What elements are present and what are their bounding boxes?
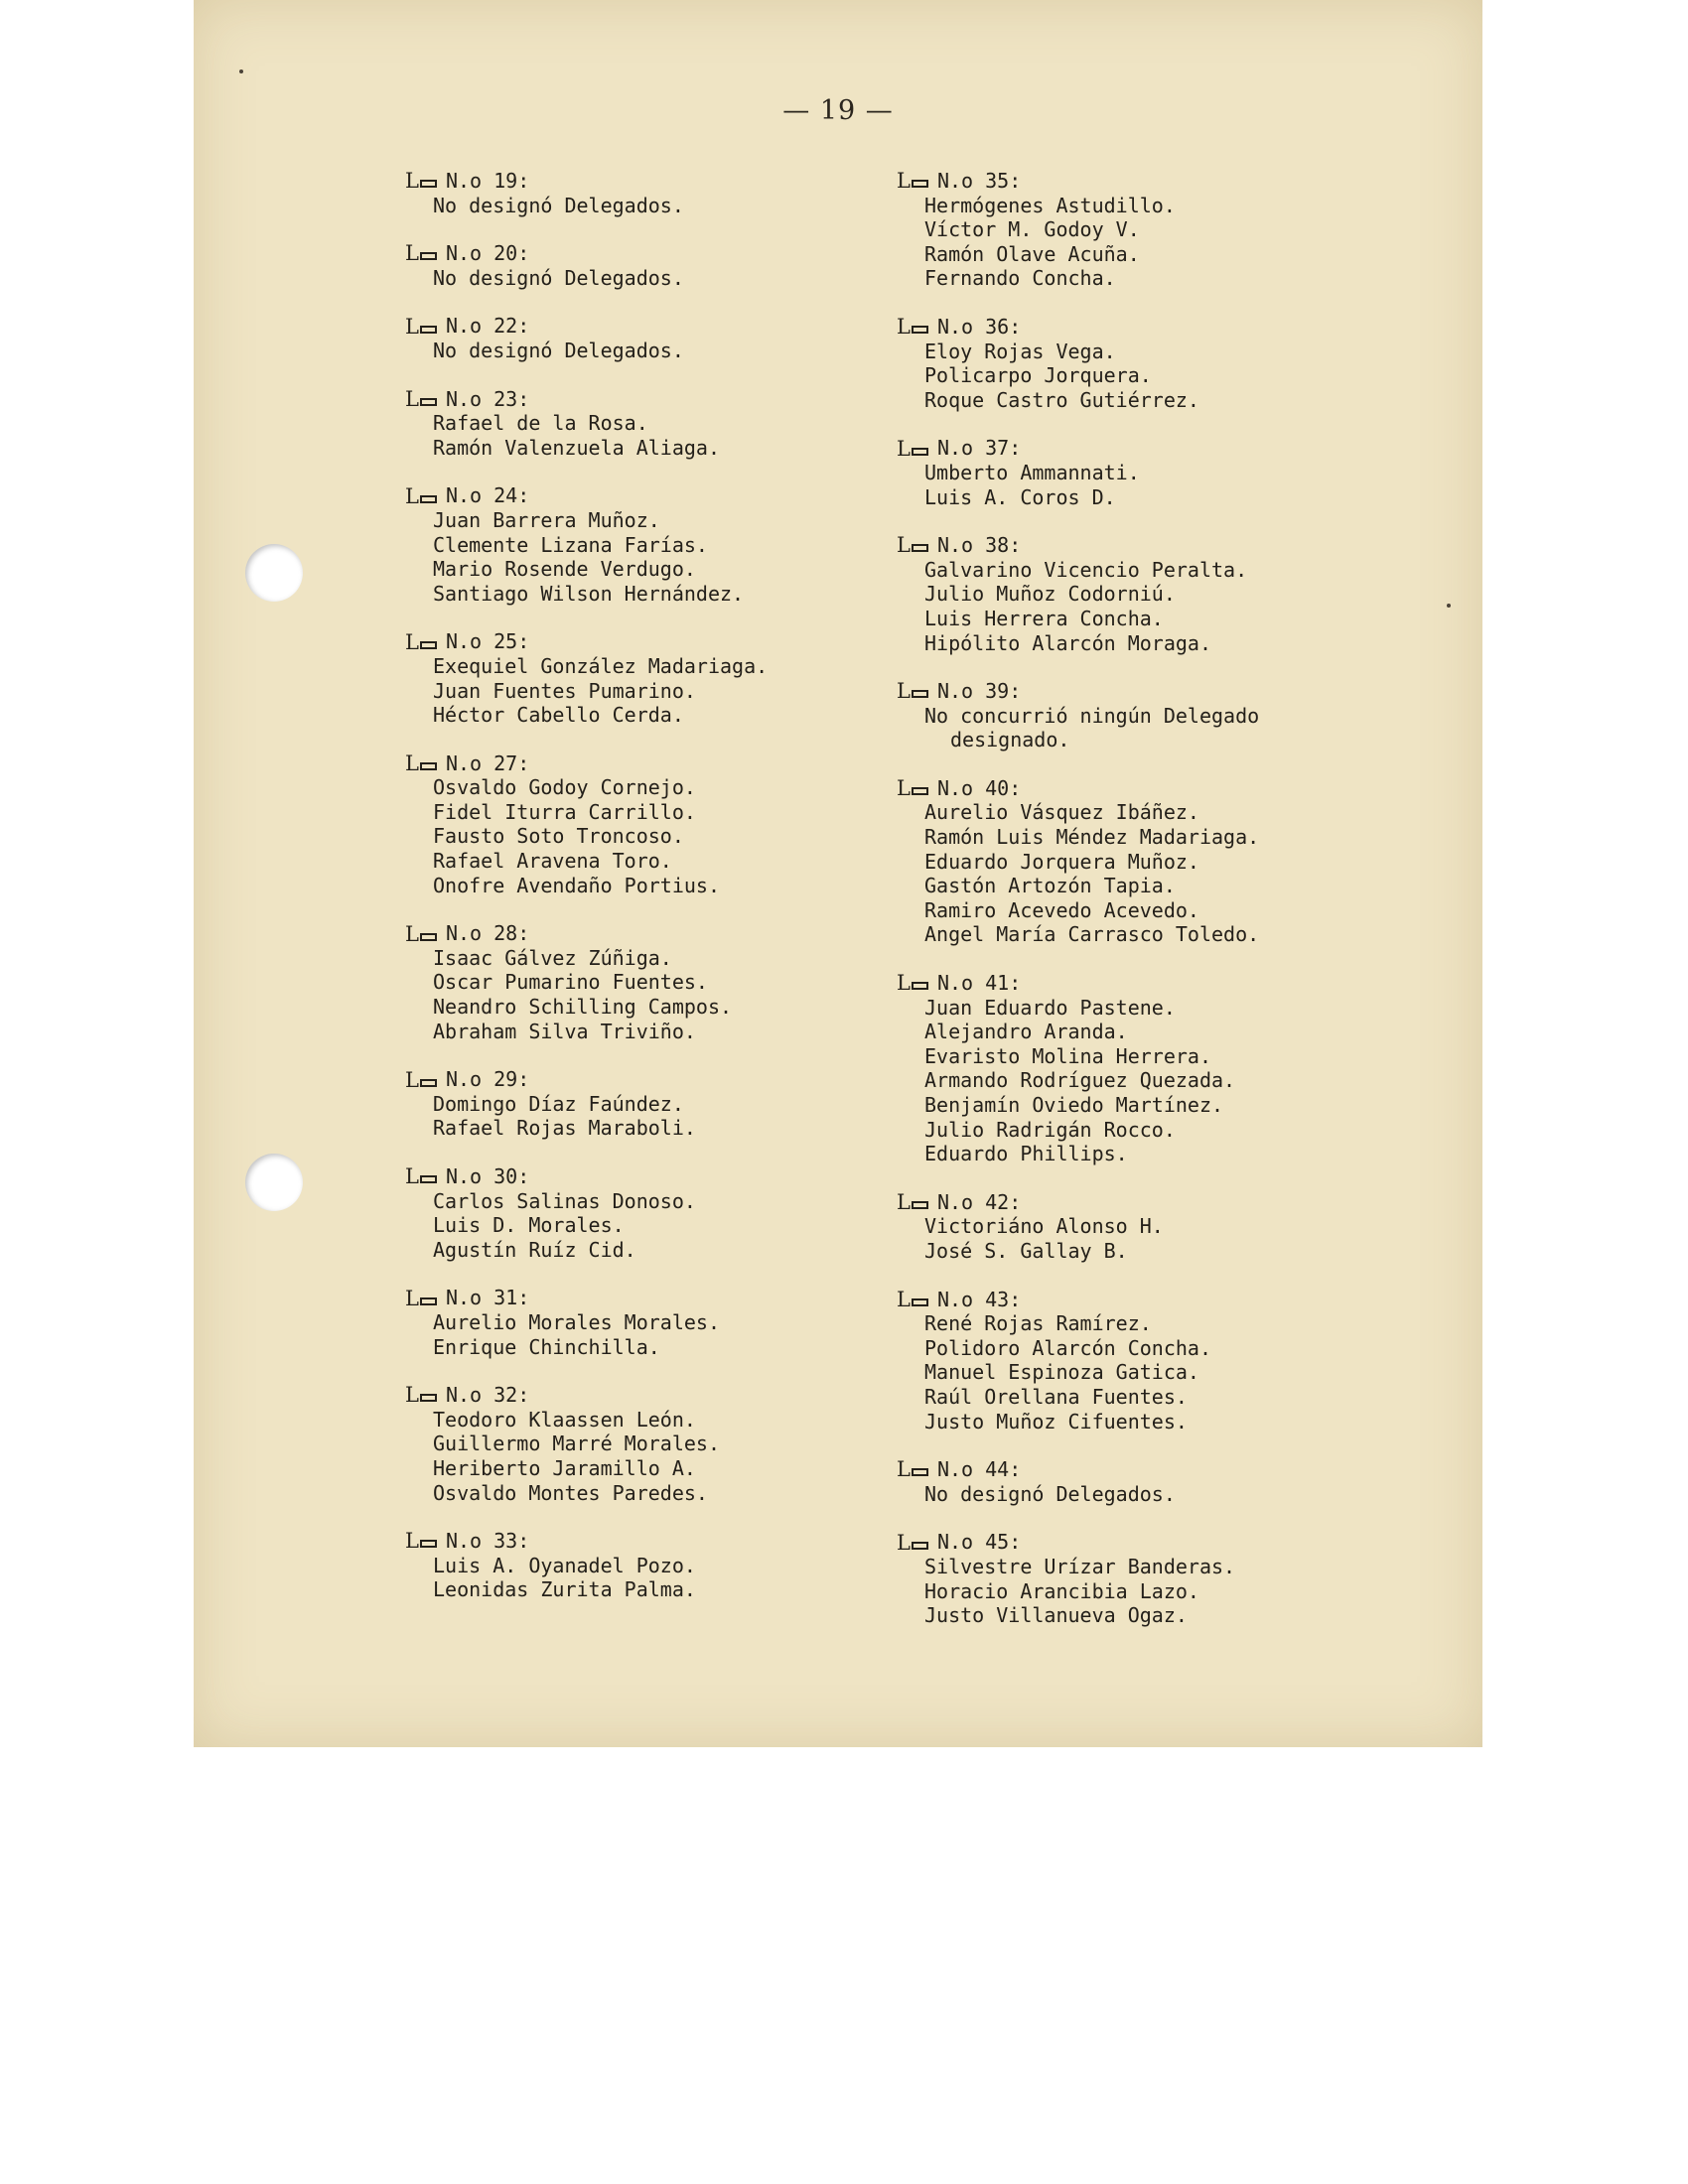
delegate-name: Eduardo Phillips. <box>924 1142 1128 1166</box>
delegate-name: Justo Villanueva Ogaz. <box>924 1603 1188 1628</box>
delegate-name: Fausto Soto Troncoso. <box>433 824 684 849</box>
lodge-entry <box>897 533 1482 655</box>
lodge-letter: L <box>405 314 419 339</box>
lodge-symbol-icon <box>897 679 928 703</box>
delegate-name: Ramón Valenzuela Aliaga. <box>433 435 720 460</box>
delegate-list <box>897 558 1482 655</box>
lodge-box-icon <box>420 252 437 260</box>
delegate-name: Roque Castro Gutiérrez. <box>924 387 1199 412</box>
lodge-symbol-icon <box>405 630 437 654</box>
lodge-box-icon <box>912 544 928 552</box>
delegate-name: Juan Fuentes Pumarino. <box>433 678 696 703</box>
delegate-name: Evaristo Molina Herrera. <box>924 1043 1211 1068</box>
lodge-entry <box>897 1190 1482 1264</box>
lodge-box-icon <box>912 690 928 698</box>
delegate-name: José S. Gallay B. <box>924 1238 1128 1263</box>
delegate-name: Umberto Ammannati. <box>924 460 1140 484</box>
delegate-name: Osvaldo Montes Paredes. <box>433 1480 708 1505</box>
delegate-name: Leonidas Zurita Palma. <box>433 1577 696 1602</box>
lodge-entry <box>405 1383 961 1505</box>
lodge-letter: L <box>897 679 911 704</box>
delegate-name: Gastón Artozón Tapia. <box>924 874 1176 898</box>
delegate-name: Silvestre Urízar Banderas. <box>924 1554 1236 1578</box>
delegate-list <box>405 1310 961 1359</box>
lodge-number: N.o 45: <box>936 1530 1022 1555</box>
lodge-heading <box>405 483 961 508</box>
lodge-symbol-icon <box>897 315 928 339</box>
delegate-list <box>405 1408 961 1505</box>
delegate-name: Ramón Olave Acuña. <box>924 241 1140 266</box>
delegate-name: Manuel Espinoza Gatica. <box>924 1360 1199 1385</box>
delegate-name: Onofre Avendaño Portius. <box>433 873 720 897</box>
delegate-list <box>897 1482 1482 1507</box>
delegate-name: Fidel Iturra Carrillo. <box>433 799 696 824</box>
delegate-name: Policarpo Jorquera. <box>924 363 1152 388</box>
lodge-heading <box>405 1164 961 1189</box>
punch-hole-lower <box>245 1154 303 1211</box>
lodge-number: N.o 36: <box>936 314 1022 339</box>
lodge-box-icon <box>912 1542 928 1550</box>
lodge-box-icon <box>420 1540 437 1548</box>
lodge-entry <box>405 1164 961 1262</box>
lodge-letter: L <box>405 1286 419 1310</box>
delegate-name: Guillermo Marré Morales. <box>433 1432 720 1456</box>
lodge-symbol-icon <box>405 169 437 193</box>
lodge-letter: L <box>405 1529 419 1554</box>
delegate-list <box>405 1189 961 1263</box>
lodge-number: N.o 44: <box>936 1457 1022 1482</box>
delegate-name: No designó Delegados. <box>433 338 684 362</box>
delegate-name: Oscar Pumarino Fuentes. <box>433 970 708 995</box>
lodge-box-icon <box>912 982 928 990</box>
lodge-number: N.o 30: <box>445 1164 530 1188</box>
lodge-letter: L <box>897 1530 911 1555</box>
lodge-letter: L <box>897 776 911 801</box>
lodge-symbol-icon <box>405 484 437 508</box>
lodge-symbol-icon <box>405 1383 437 1407</box>
delegate-name: Aurelio Morales Morales. <box>433 1309 720 1334</box>
delegate-name: Osvaldo Godoy Cornejo. <box>433 775 696 800</box>
delegate-name: Luis A. Coros D. <box>924 484 1116 509</box>
lodge-number: N.o 43: <box>936 1287 1022 1311</box>
lodge-box-icon <box>420 180 437 188</box>
delegate-name: Ramiro Acevedo Acevedo. <box>924 897 1199 922</box>
delegate-name: Luis Herrera Concha. <box>924 606 1164 630</box>
delegate-name: Horacio Arancibia Lazo. <box>924 1578 1199 1603</box>
lodge-letter: L <box>897 1457 911 1482</box>
lodge-symbol-icon <box>405 1164 437 1188</box>
delegate-name: Justo Muñoz Cifuentes. <box>924 1409 1188 1433</box>
lodge-entry <box>897 679 1482 752</box>
lodge-box-icon <box>912 1468 928 1476</box>
lodge-entry <box>405 921 961 1043</box>
delegate-name: Victoriáno Alonso H. <box>924 1214 1164 1239</box>
lodge-box-icon <box>420 1394 437 1402</box>
lodge-entry <box>897 1457 1482 1506</box>
lodge-letter: L <box>897 533 911 558</box>
lodge-symbol-icon <box>897 1457 928 1481</box>
delegate-name: Luis A. Oyanadel Pozo. <box>433 1553 696 1577</box>
delegate-name: Galvarino Vicencio Peralta. <box>924 557 1248 582</box>
lodge-entry <box>405 1529 961 1602</box>
lodge-box-icon <box>912 1298 928 1306</box>
delegate-name: Eduardo Jorquera Muñoz. <box>924 849 1199 874</box>
delegate-name: Rafael Rojas Maraboli. <box>433 1116 696 1141</box>
lodge-box-icon <box>420 762 437 770</box>
lodge-heading <box>897 1190 1482 1215</box>
lodge-heading <box>405 1383 961 1408</box>
left-column <box>405 169 961 1626</box>
lodge-heading <box>897 436 1482 461</box>
lodge-box-icon <box>912 1201 928 1209</box>
delegate-list <box>897 461 1482 509</box>
punch-hole-upper <box>245 544 303 602</box>
lodge-heading <box>897 1288 1482 1312</box>
delegate-name: Juan Barrera Muñoz. <box>433 507 660 532</box>
delegate-name: René Rojas Ramírez. <box>924 1311 1152 1336</box>
lodge-entry <box>897 1288 1482 1434</box>
lodge-symbol-icon <box>897 1531 928 1555</box>
lodge-box-icon <box>912 180 928 188</box>
lodge-heading <box>405 921 961 946</box>
delegate-list <box>405 508 961 606</box>
delegate-list <box>897 1311 1482 1433</box>
lodge-letter: L <box>897 1190 911 1215</box>
delegate-name: Clemente Lizana Farías. <box>433 532 708 557</box>
lodge-number: N.o 39: <box>936 679 1022 704</box>
lodge-letter: L <box>405 1383 419 1408</box>
delegate-name: Héctor Cabello Cerda. <box>433 703 684 728</box>
delegate-name: Agustín Ruíz Cid. <box>433 1237 636 1262</box>
lodge-symbol-icon <box>897 169 928 193</box>
delegate-name: Julio Muñoz Codorniú. <box>924 582 1176 607</box>
lodge-number: N.o 31: <box>445 1286 530 1310</box>
delegate-list <box>897 194 1482 291</box>
lodge-heading <box>897 971 1482 996</box>
lodge-heading <box>897 1457 1482 1482</box>
lodge-heading <box>897 315 1482 340</box>
lodge-heading <box>897 533 1482 558</box>
delegate-name: No designó Delegados. <box>433 193 684 217</box>
delegate-name: No designó Delegados. <box>924 1481 1176 1506</box>
lodge-entry <box>405 314 961 362</box>
delegate-list <box>405 946 961 1043</box>
lodge-entry <box>897 436 1482 509</box>
lodge-symbol-icon <box>405 1287 437 1310</box>
delegate-list <box>405 266 961 291</box>
delegate-name: Angel María Carrasco Toledo. <box>924 922 1260 947</box>
lodge-box-icon <box>420 1175 437 1183</box>
delegate-list <box>405 1554 961 1602</box>
delegate-name: Rafael de la Rosa. <box>433 411 648 436</box>
lodge-symbol-icon <box>897 776 928 800</box>
delegate-list <box>897 1214 1482 1263</box>
delegate-name: Luis D. Morales. <box>433 1213 625 1238</box>
paper-speck <box>239 69 243 73</box>
lodge-number: N.o 41: <box>936 971 1022 996</box>
lodge-heading <box>897 1530 1482 1555</box>
delegate-list <box>897 996 1482 1166</box>
lodge-box-icon <box>420 1297 437 1305</box>
delegate-name: Carlos Salinas Donoso. <box>433 1188 696 1213</box>
lodge-number: N.o 24: <box>445 483 530 508</box>
lodge-symbol-icon <box>405 1529 437 1553</box>
lodge-entry <box>405 483 961 606</box>
delegate-name: Fernando Concha. <box>924 266 1116 291</box>
delegate-name: Aurelio Vásquez Ibáñez. <box>924 800 1199 825</box>
delegate-name: Heriberto Jaramillo A. <box>433 1455 696 1480</box>
lodge-number: N.o 25: <box>445 629 530 654</box>
lodge-symbol-icon <box>897 1190 928 1214</box>
delegate-name: Hipólito Alarcón Moraga. <box>924 630 1211 655</box>
lodge-box-icon <box>420 1079 437 1087</box>
lodge-number: N.o 20: <box>445 241 530 266</box>
delegate-name: No concurrió ningún Delegado <box>924 703 1260 728</box>
delegate-name: Víctor M. Godoy V. <box>924 217 1140 242</box>
delegate-name: Juan Eduardo Pastene. <box>924 995 1176 1020</box>
delegate-name: Hermógenes Astudillo. <box>924 193 1176 217</box>
lodge-symbol-icon <box>405 387 437 411</box>
lodge-entry <box>405 169 961 217</box>
delegate-name: Exequiel González Madariaga. <box>433 653 769 678</box>
lodge-heading <box>405 314 961 339</box>
lodge-entry <box>897 1530 1482 1627</box>
lodge-heading <box>405 1286 961 1310</box>
lodge-number: N.o 23: <box>445 386 530 411</box>
delegate-list <box>897 704 1482 752</box>
lodge-box-icon <box>420 398 437 406</box>
lodge-symbol-icon <box>897 437 928 461</box>
lodge-heading <box>405 1529 961 1554</box>
delegate-name: Domingo Díaz Faúndez. <box>433 1091 684 1116</box>
lodge-box-icon <box>420 326 437 334</box>
lodge-letter: L <box>405 1067 419 1092</box>
lodge-box-icon <box>420 495 437 503</box>
lodge-letter: L <box>897 1287 911 1311</box>
lodge-box-icon <box>912 326 928 334</box>
lodge-box-icon <box>912 787 928 795</box>
lodge-number: N.o 38: <box>936 533 1022 558</box>
lodge-number: N.o 42: <box>936 1189 1022 1214</box>
delegate-list <box>405 194 961 218</box>
lodge-number: N.o 33: <box>445 1529 530 1554</box>
delegate-name: Raúl Orellana Fuentes. <box>924 1384 1188 1409</box>
lodge-symbol-icon <box>405 1068 437 1092</box>
delegate-name: Neandro Schilling Campos. <box>433 995 733 1020</box>
lodge-number: N.o 19: <box>445 169 530 193</box>
delegate-list <box>897 800 1482 947</box>
lodge-number: N.o 28: <box>445 921 530 946</box>
lodge-heading <box>405 629 961 654</box>
lodge-heading <box>405 387 961 412</box>
lodge-entry <box>405 1067 961 1141</box>
lodge-heading <box>897 776 1482 801</box>
page-number: — 19 — <box>782 95 894 126</box>
delegate-name: Abraham Silva Triviño. <box>433 1019 696 1043</box>
lodge-symbol-icon <box>405 751 437 775</box>
lodge-entry <box>405 629 961 727</box>
lodge-symbol-icon <box>405 241 437 265</box>
lodge-entry <box>897 169 1482 291</box>
delegate-name: Polidoro Alarcón Concha. <box>924 1335 1211 1360</box>
lodge-entry <box>405 241 961 290</box>
delegate-name: Enrique Chinchilla. <box>433 1334 660 1359</box>
lodge-letter: L <box>405 483 419 508</box>
lodge-heading <box>405 169 961 194</box>
lodge-symbol-icon <box>405 922 437 946</box>
lodge-number: N.o 32: <box>445 1383 530 1408</box>
lodge-number: N.o 22: <box>445 314 530 339</box>
delegate-name: Isaac Gálvez Zúñiga. <box>433 945 672 970</box>
lodge-box-icon <box>420 641 437 649</box>
lodge-box-icon <box>420 933 437 941</box>
lodge-entry <box>405 387 961 461</box>
lodge-heading <box>405 751 961 776</box>
lodge-number: N.o 40: <box>936 775 1022 800</box>
delegate-name: Teodoro Klaassen León. <box>433 1407 696 1432</box>
delegate-name: designado. <box>950 728 1070 752</box>
lodge-letter: L <box>405 386 419 411</box>
scanned-page <box>194 0 1482 1747</box>
delegate-list <box>405 411 961 460</box>
lodge-number: N.o 35: <box>936 169 1022 193</box>
delegate-name: Santiago Wilson Hernández. <box>433 581 745 606</box>
lodge-number: N.o 27: <box>445 751 530 775</box>
lodge-entry <box>405 751 961 898</box>
delegate-name: Mario Rosende Verdugo. <box>433 557 696 582</box>
lodge-box-icon <box>912 448 928 456</box>
lodge-letter: L <box>405 241 419 266</box>
delegate-list <box>897 340 1482 413</box>
delegate-list <box>897 1555 1482 1628</box>
lodge-heading <box>405 1067 961 1092</box>
lodge-letter: L <box>405 1164 419 1189</box>
delegate-list <box>405 775 961 897</box>
delegate-name: Ramón Luis Méndez Madariaga. <box>924 825 1260 850</box>
lodge-letter: L <box>405 629 419 654</box>
delegate-list <box>405 1092 961 1141</box>
lodge-heading <box>897 169 1482 194</box>
lodge-number: N.o 29: <box>445 1067 530 1092</box>
lodge-entry <box>897 315 1482 412</box>
right-column <box>897 169 1482 1652</box>
lodge-entry <box>897 776 1482 947</box>
lodge-symbol-icon <box>897 1288 928 1311</box>
lodge-letter: L <box>405 751 419 775</box>
lodge-letter: L <box>897 436 911 461</box>
lodge-letter: L <box>405 169 419 194</box>
lodge-letter: L <box>897 169 911 194</box>
delegate-name: No designó Delegados. <box>433 265 684 290</box>
delegate-name: Julio Radrigán Rocco. <box>924 1117 1176 1142</box>
delegate-name: Armando Rodríguez Quezada. <box>924 1068 1236 1093</box>
lodge-symbol-icon <box>897 533 928 557</box>
delegate-name: Eloy Rojas Vega. <box>924 339 1116 363</box>
delegate-name: Rafael Aravena Toro. <box>433 849 672 874</box>
lodge-symbol-icon <box>897 971 928 995</box>
delegate-name: Alejandro Aranda. <box>924 1020 1128 1044</box>
lodge-symbol-icon <box>405 315 437 339</box>
lodge-letter: L <box>897 971 911 996</box>
lodge-heading <box>405 241 961 266</box>
lodge-entry <box>897 971 1482 1166</box>
delegate-list <box>405 654 961 728</box>
delegate-list <box>405 339 961 363</box>
lodge-letter: L <box>405 921 419 946</box>
lodge-letter: L <box>897 315 911 340</box>
lodge-entry <box>405 1286 961 1359</box>
lodge-number: N.o 37: <box>936 436 1022 461</box>
delegate-name: Benjamín Oviedo Martínez. <box>924 1093 1224 1117</box>
lodge-heading <box>897 679 1482 704</box>
